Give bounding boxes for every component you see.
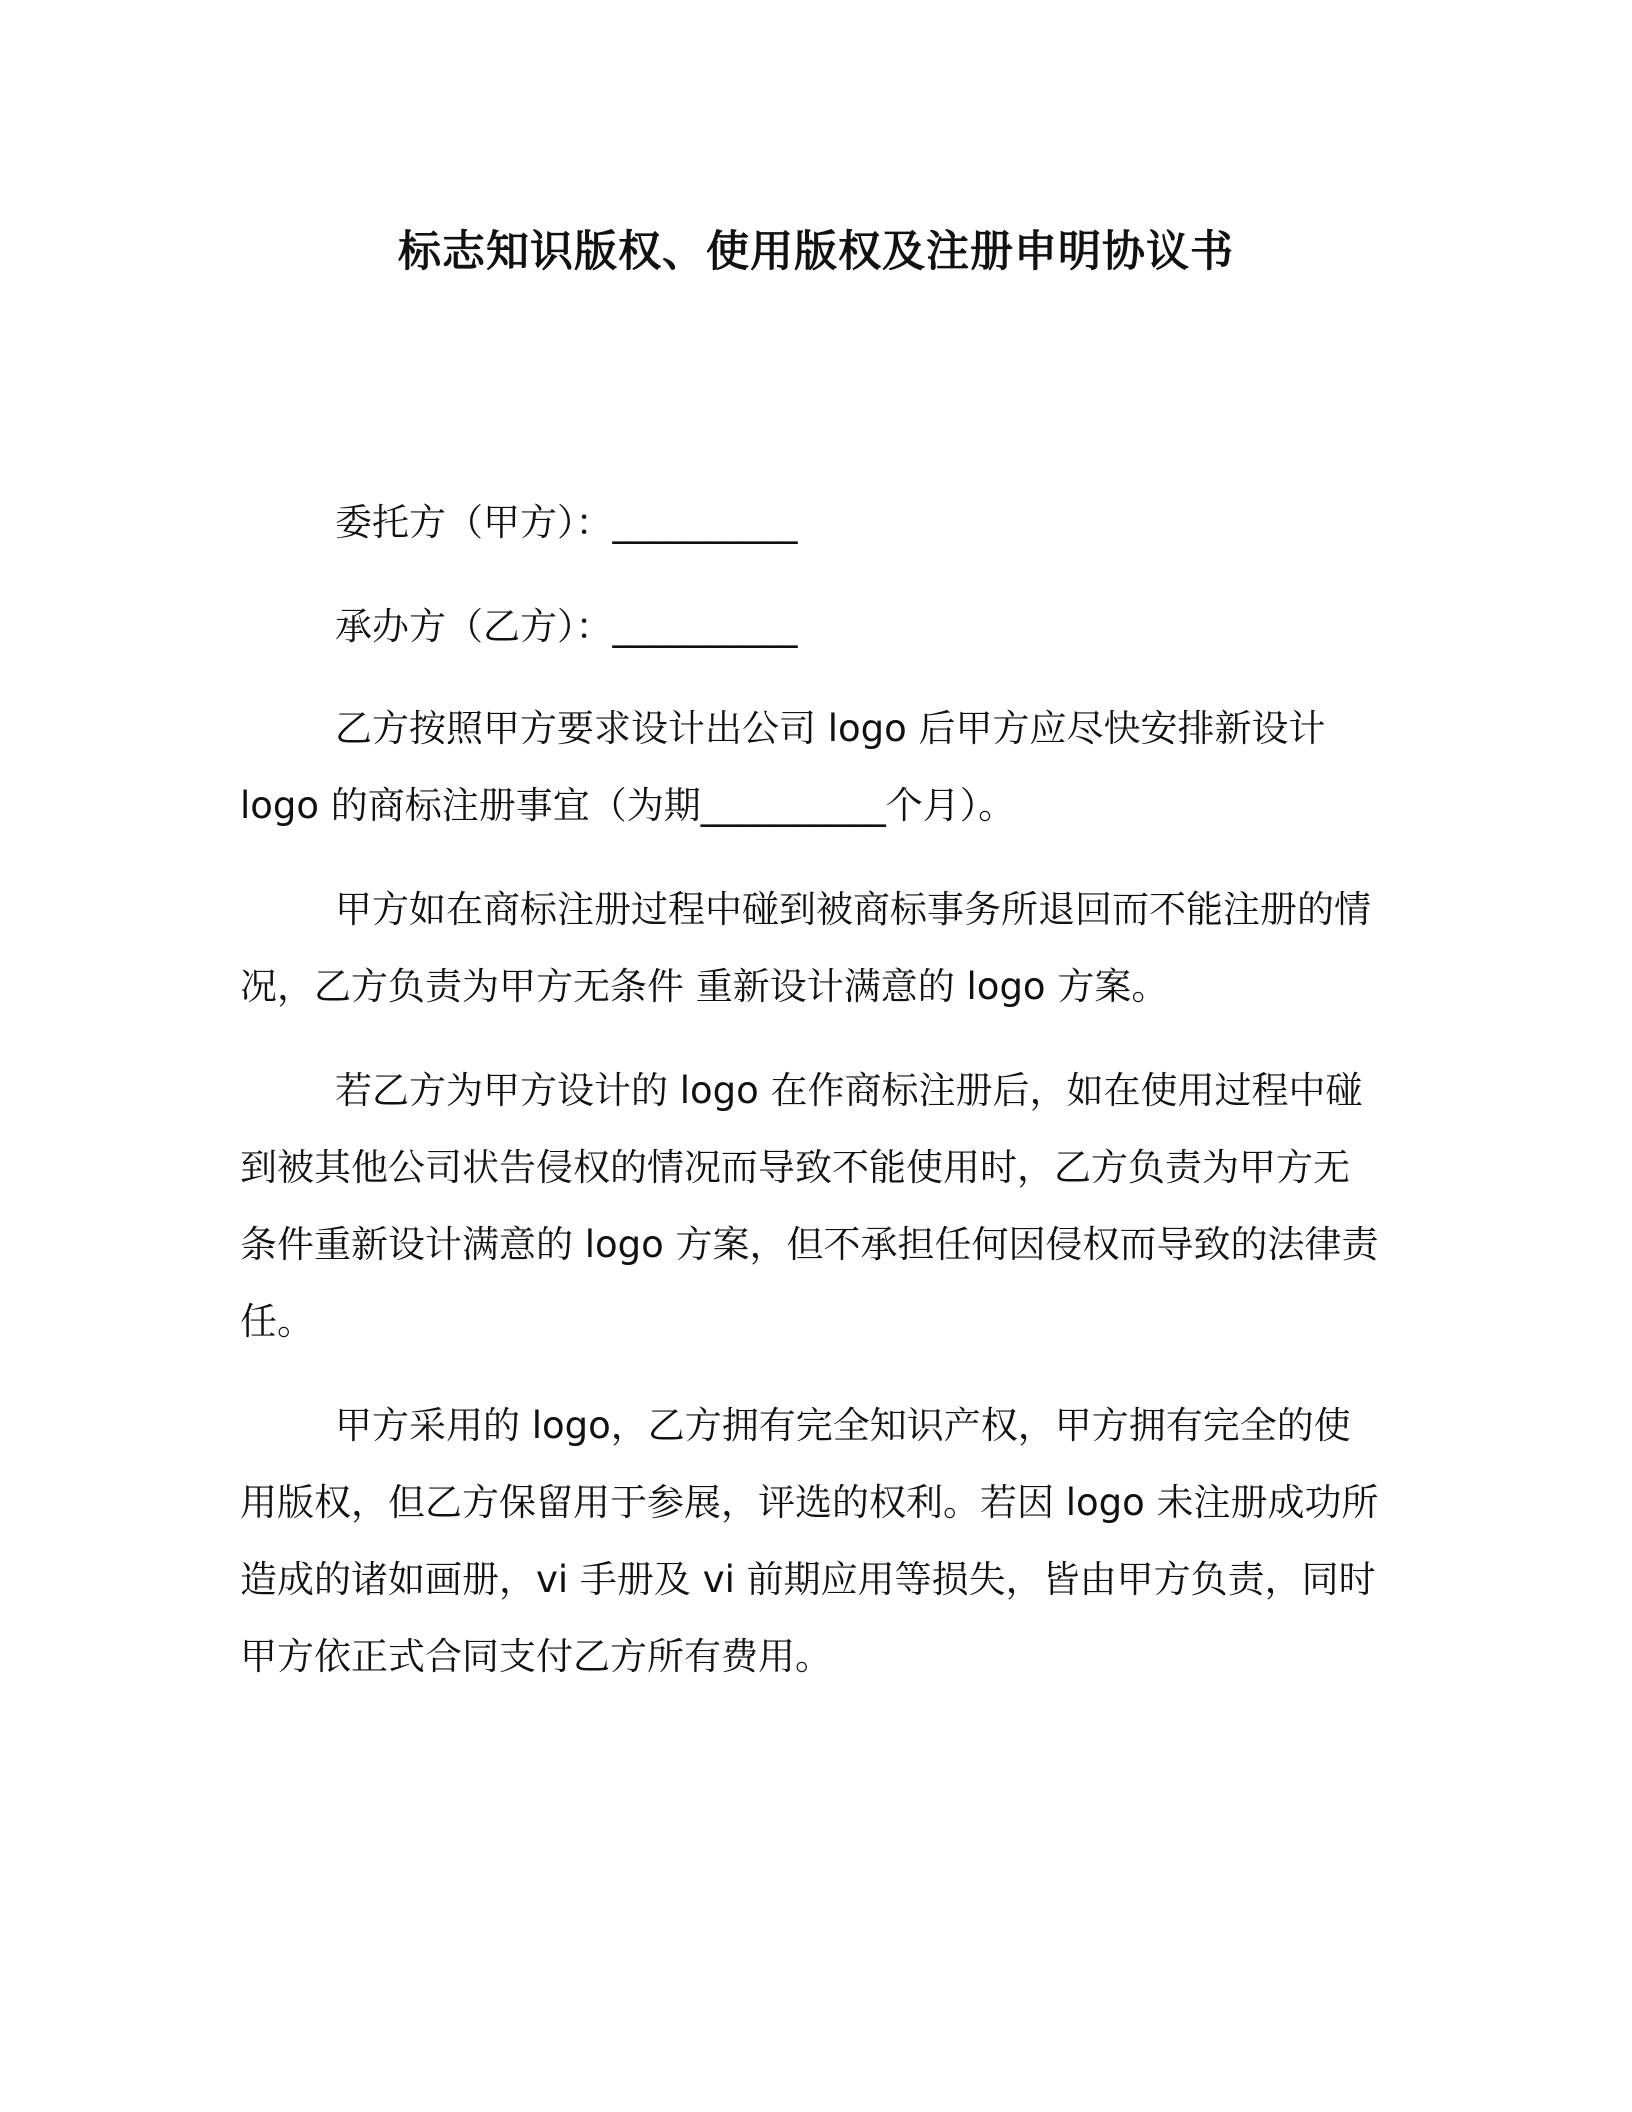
party-b-line: 承办方（乙方）：__________	[335, 605, 798, 648]
party-a-line: 委托方（甲方）：__________	[335, 501, 798, 544]
paragraph-3-text: 若乙方为甲方设计的 logo 在作商标注册后，如在使用过程中碰到被其他公司状告侵权的情况而导致不能使用时，乙方负责为甲方无条件重新设计满意的 logo 方案，但不承担任何因侵权而导致的法律责任。	[240, 1069, 1379, 1343]
paragraph-2	[240, 871, 1380, 1025]
paragraph-4	[240, 1387, 1380, 1695]
paragraph-4-text: 甲方采用的 logo，乙方拥有完全知识产权，甲方拥有完全的使用版权，但乙方保留用于参展，评选的权利。若因 logo 未注册成功所造成的诸如画册，vi 手册及 vi 前期应用等损失，皆由甲方负责，同时甲方依正式合同支付乙方所有费用。	[240, 1404, 1379, 1678]
paragraph-1	[240, 690, 1380, 844]
paragraph-3	[240, 1052, 1380, 1360]
paragraph-2-text: 甲方如在商标注册过程中碰到被商标事务所退回而不能注册的情况，乙方负责为甲方无条件 重新设计满意的 logo 方案。	[240, 888, 1371, 1008]
paragraph-1-text: 乙方按照甲方要求设计出公司 logo 后甲方应尽快安排新设计 logo 的商标注册事宜（为期__________个月）。	[240, 707, 1326, 827]
document-title: 标志知识版权、使用版权及注册申明协议书	[398, 227, 1234, 277]
